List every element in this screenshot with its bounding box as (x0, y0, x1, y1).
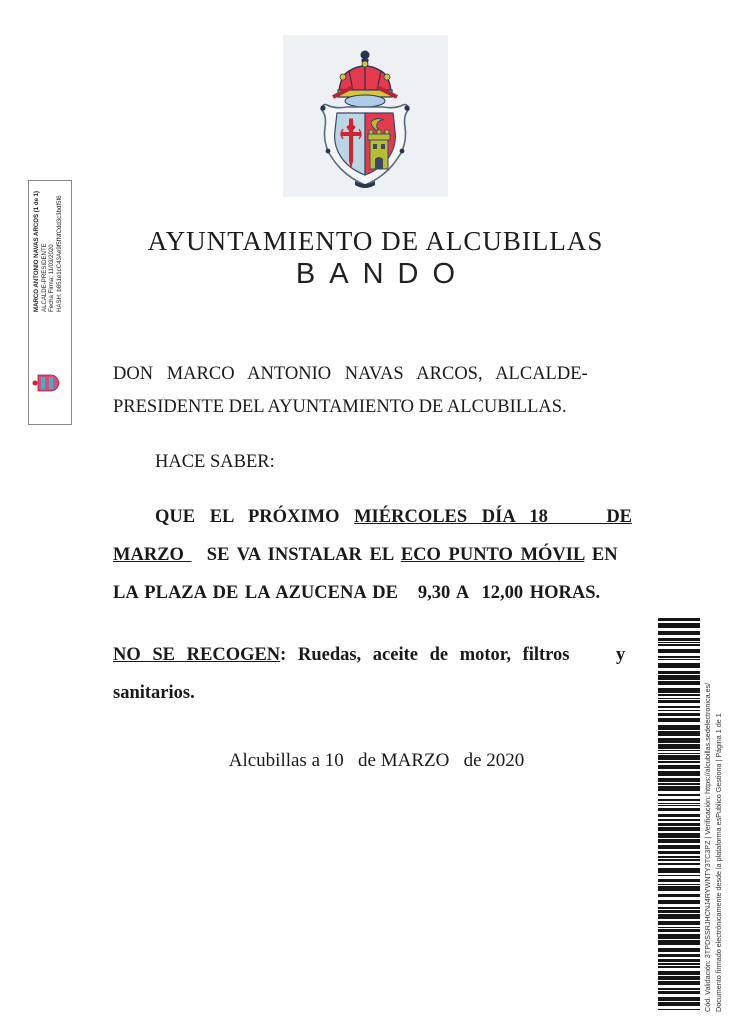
announcement-line-2: MARZO SE VA INSTALAR EL ECO PUNTO MÓVIL EN (113, 545, 618, 565)
verification-footer-text (702, 618, 726, 1012)
document-title: AYUNTAMIENTO DE ALCUBILLAS (147, 226, 604, 256)
warning-line-2: sanitarios. (113, 683, 195, 703)
announcement-line-1: QUE EL PRÓXIMO MIÉRCOLES DÍA 18 DE (155, 507, 633, 527)
signature-stamp-text (33, 192, 64, 312)
verification-barcode (658, 618, 700, 1012)
validation-code-line: Cód. Validación: 3TPDSSRJHCNJ4RYWNTY3TC3PZ | Verificación: https://alcubillas.sedelectronica.es/ (703, 682, 712, 1012)
alcubillas-coat-of-arms (283, 35, 448, 197)
stamp-sign-date: Fecha Firma: 11/03/2020 (48, 244, 56, 312)
announcement-line-3: LA PLAZA DE LA AZUCENA DE 9,30 A 12,00 HORAS. (113, 583, 601, 603)
stamp-hash: HASH: b851e1cC43Ae9f5fNfCdd3c3bdf5f6 (55, 195, 63, 312)
date-line: Alcubillas a 10 de MARZO de 2020 (228, 750, 525, 771)
stamp-signer-name: MARCO ANTONIO NAVAS ARCOS (1 de 1) (33, 190, 40, 312)
hace-saber-line: HACE SABER: (155, 452, 275, 472)
stamp-signer-role: ALCALDE-PRESIDENTE (40, 243, 48, 312)
document-subtitle: BANDO (295, 258, 470, 290)
signed-platform-line: Documento firmado electrónicamente desde la plataforma esPublico Gestiona | Página 1 de 1 (714, 713, 723, 1012)
warning-line-1: NO SE RECOGEN: Ruedas, aceite de motor, filtros y (113, 645, 626, 665)
intro-line-2: PRESIDENTE DEL AYUNTAMIENTO DE ALCUBILLAS. (113, 397, 567, 417)
stamp-mini-crest-icon (31, 371, 61, 395)
intro-line-1: DON MARCO ANTONIO NAVAS ARCOS, ALCALDE- (113, 364, 588, 384)
